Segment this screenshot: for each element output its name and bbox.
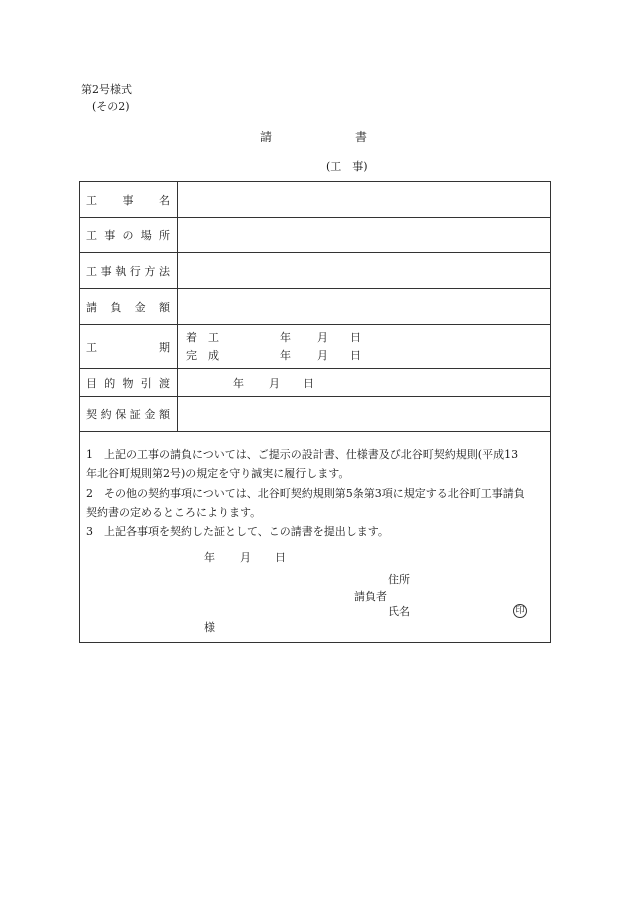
label-char: 工 — [86, 264, 97, 278]
guarantee-amount-field[interactable] — [180, 401, 548, 428]
term-1-line-2: 年北谷町規則第2号)の規定を守り誠実に履行します。 — [86, 467, 350, 480]
address-label: 住所 — [388, 573, 410, 586]
form-sub-number: (その2) — [92, 100, 130, 113]
start-day-unit: 日 — [350, 331, 361, 344]
delivery-month-unit: 月 — [269, 377, 280, 390]
row-construction-period — [80, 325, 550, 369]
label-char: 名 — [159, 193, 170, 207]
row-guarantee-amount — [80, 397, 550, 432]
label-char: 所 — [159, 229, 170, 242]
label-char: 工 — [86, 340, 97, 354]
document-subtitle: (工 事) — [326, 160, 368, 173]
project-name-field[interactable] — [180, 186, 548, 214]
label-char: 事 — [100, 264, 112, 278]
label-char: 負 — [110, 300, 122, 314]
label-char: 執 — [115, 264, 127, 278]
row-project-name — [80, 182, 550, 218]
label-char: 請 — [86, 300, 97, 314]
label-char: 行 — [129, 264, 141, 278]
row-execution-method — [80, 253, 550, 289]
label-char: の — [122, 229, 134, 242]
label-char: 証 — [129, 408, 141, 421]
label-char: 目 — [86, 376, 97, 390]
delivery-year-unit: 年 — [233, 377, 244, 390]
delivery-day-unit: 日 — [303, 377, 314, 390]
document-title-char-1: 請 — [260, 130, 273, 144]
label-char: 法 — [158, 264, 170, 278]
date-month-unit: 月 — [240, 551, 251, 564]
end-month-unit: 月 — [317, 349, 328, 362]
label-char: 事 — [122, 193, 134, 207]
label-contract-amount — [80, 289, 178, 324]
contractor-label: 請負者 — [354, 590, 387, 603]
date-year-unit: 年 — [204, 551, 215, 564]
label-char: 場 — [140, 229, 152, 242]
label-project-location — [80, 218, 178, 252]
seal-mark: 印 — [513, 604, 527, 618]
label-char: 事 — [104, 229, 116, 242]
label-char: 契 — [86, 408, 97, 421]
label-char: 的 — [104, 376, 116, 390]
label-execution-method — [80, 253, 178, 288]
label-char: 渡 — [159, 376, 170, 390]
end-day-unit: 日 — [350, 349, 361, 362]
end-label: 完 成 — [186, 349, 219, 362]
row-contract-amount — [80, 289, 550, 325]
label-guarantee-amount — [80, 397, 178, 431]
label-char: 工 — [86, 193, 97, 207]
label-char: 額 — [158, 408, 170, 421]
end-year-unit: 年 — [280, 349, 291, 362]
term-2-line-2: 契約書の定めるところによります。 — [86, 506, 262, 519]
execution-method-field[interactable] — [180, 257, 548, 285]
label-char: 方 — [144, 264, 156, 278]
start-label: 着 工 — [186, 331, 219, 344]
name-label: 氏名 — [388, 605, 410, 618]
document-title-char-2: 書 — [355, 130, 368, 144]
label-char: 物 — [122, 376, 134, 390]
contract-form-table — [79, 181, 551, 643]
addressee-suffix: 様 — [204, 621, 215, 634]
label-char: 引 — [140, 376, 152, 390]
start-year-unit: 年 — [280, 331, 291, 344]
label-delivery — [80, 369, 178, 396]
start-month-unit: 月 — [317, 331, 328, 344]
label-project-name — [80, 182, 178, 217]
terms-and-signature — [80, 432, 550, 644]
term-1-line-1: 1 上記の工事の請負については、ご提示の設計書、仕様書及び北谷町契約規則(平成13 — [86, 448, 519, 461]
label-construction-period — [80, 325, 178, 368]
label-char: 金 — [134, 300, 146, 314]
label-char: 額 — [158, 300, 170, 314]
label-char: 期 — [159, 340, 170, 354]
row-delivery — [80, 369, 550, 397]
label-char: 金 — [144, 408, 156, 421]
label-char: 約 — [100, 408, 112, 421]
label-char: 保 — [115, 408, 127, 421]
date-day-unit: 日 — [275, 551, 286, 564]
label-char: 工 — [86, 229, 97, 242]
contract-amount-field[interactable] — [180, 293, 548, 321]
term-2-line-1: 2 その他の契約事項については、北谷町契約規則第5条第3項に規定する北谷町工事請負 — [86, 487, 525, 500]
form-number: 第2号様式 — [81, 83, 132, 96]
row-project-location — [80, 218, 550, 253]
project-location-field[interactable] — [180, 222, 548, 249]
term-3: 3 上記各事項を契約した証として、この請書を提出します。 — [86, 525, 389, 538]
